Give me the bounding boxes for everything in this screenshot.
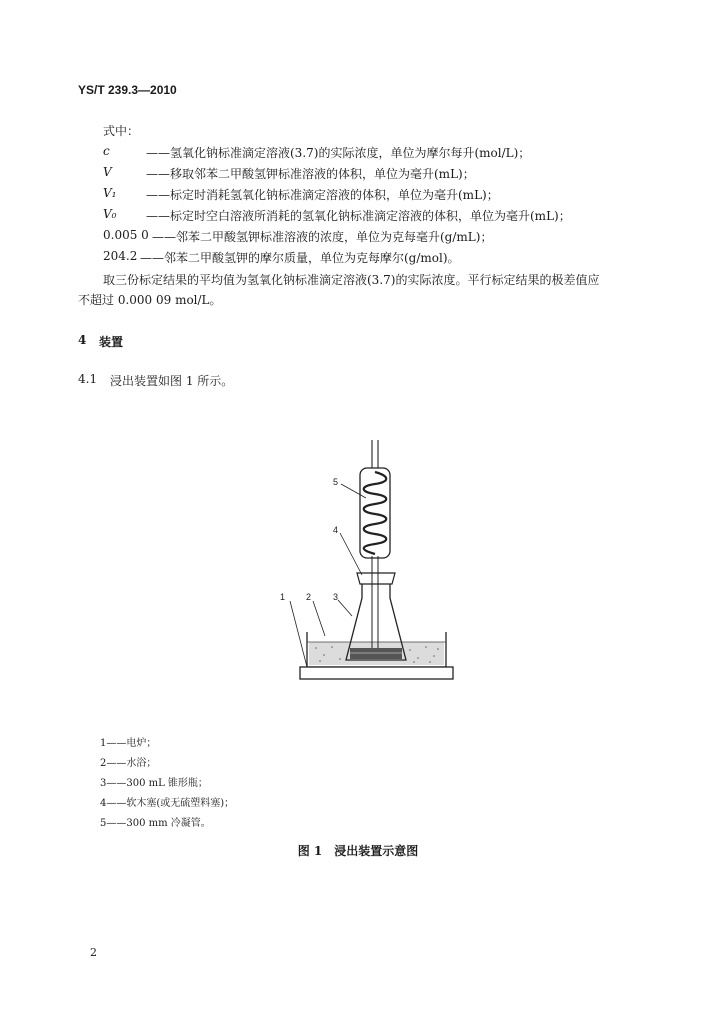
var-symbol: c [103,144,110,158]
var-definition: ——邻苯二甲酸氢钾的摩尔质量，单位为克每摩尔(g/mol)。 [140,251,460,265]
var-symbol: V [103,165,112,179]
callout-4: 4 [333,525,339,535]
legend-item: 3——300 mL 锥形瓶； [100,778,208,789]
condenser-coil [364,472,387,554]
var-symbol: V₁ [103,186,117,200]
leader-line-2 [313,601,325,636]
calibration-note-continued: 不超过 0.000 09 mol/L。 [78,293,222,307]
formula-intro: 式中： [103,124,140,138]
subsection-text: 浸出装置如图 1 所示。 [110,374,234,388]
legend-item: 4——软木塞(或无硫塑料塞)； [100,798,235,809]
legend-item: 5——300 mm 冷凝管。 [100,818,211,829]
callout-5: 5 [333,477,339,487]
flask-sample [350,648,402,659]
legend-item: 2——水浴； [100,758,157,769]
section-title: 装置 [99,335,124,349]
leader-line-5 [341,484,366,498]
var-symbol: V₀ [103,207,117,221]
var-definition: ——移取邻苯二甲酸氢钾标准溶液的体积，单位为毫升(mL)； [146,167,475,181]
section-number: 4 [78,333,87,347]
page-number: 2 [90,946,97,959]
var-symbol: 0.005 0 [103,228,149,242]
var-symbol: 204.2 [103,249,138,263]
electric-stove [300,667,453,679]
figure-caption: 图 1 浸出装置示意图 [297,844,419,858]
standard-number: YS/T 239.3—2010 [78,83,177,97]
subsection-number: 4.1 [78,372,98,386]
leader-line-3 [338,600,352,616]
var-definition: ——邻苯二甲酸氢钾标准溶液的浓度，单位为克每毫升(g/mL)； [152,230,493,244]
var-definition: ——标定时空白溶液所消耗的氢氧化钠标准滴定溶液的体积，单位为毫升(mL)； [146,209,571,223]
var-definition: ——氢氧化钠标准滴定溶液(3.7)的实际浓度，单位为摩尔每升(mol/L)； [146,146,531,160]
callout-2: 2 [306,592,312,602]
legend-item: 1——电炉； [100,738,157,749]
var-definition: ——标定时消耗氢氧化钠标准滴定溶液的体积，单位为毫升(mL)； [146,188,499,202]
leader-line-1 [290,601,307,667]
calibration-note: 取三份标定结果的平均值为氢氧化钠标准滴定溶液(3.7)的实际浓度。平行标定结果的极差值应 [103,273,600,287]
leader-line-4 [340,533,362,575]
callout-3: 3 [333,592,339,602]
stopper [357,573,395,584]
callout-1: 1 [280,592,286,602]
